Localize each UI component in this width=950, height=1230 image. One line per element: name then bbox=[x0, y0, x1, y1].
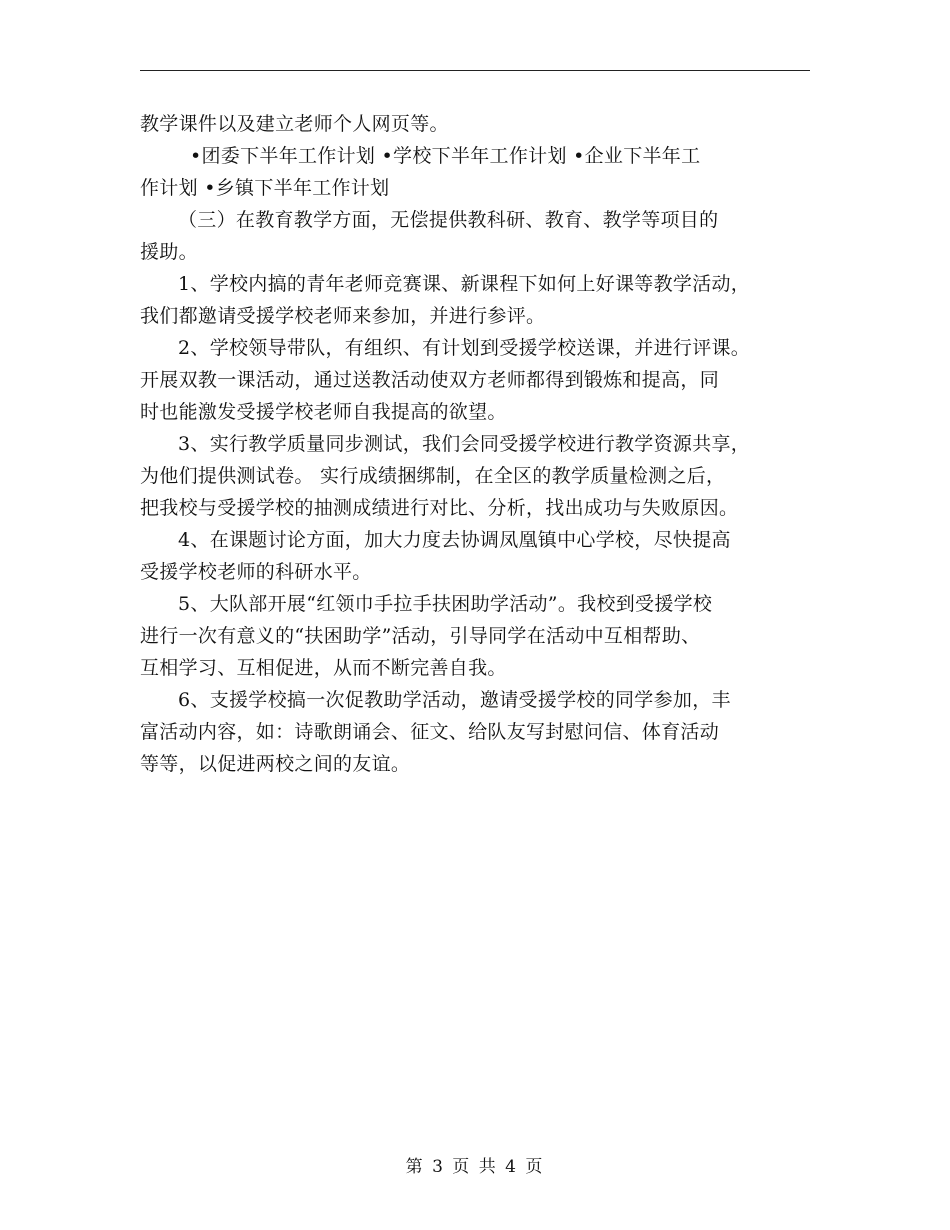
text-line: 援助。 bbox=[140, 241, 198, 263]
related-links-line: •团委下半年工作计划 •学校下半年工作计划 •企业下半年工 bbox=[190, 145, 701, 167]
section-heading: （三）在教育教学方面，无偿提供教科研、教育、教学等项目的 bbox=[178, 209, 719, 231]
related-links-line: 作计划 •乡镇下半年工作计划 bbox=[140, 177, 390, 199]
document-body bbox=[140, 108, 810, 780]
text-line: 等等，以促进两校之间的友谊。 bbox=[140, 753, 411, 775]
text-line: 我们都邀请受援学校老师来参加，并进行参评。 bbox=[140, 305, 546, 327]
text-line: 开展双教一课活动，通过送教活动使双方老师都得到锻炼和提高，同 bbox=[140, 369, 720, 391]
list-item-2: 2、学校领导带队，有组织、有计划到受援学校送课，并进行评课。 bbox=[178, 337, 751, 359]
text-line: 进行一次有意义的“扶困助学”活动，引导同学在活动中互相帮助、 bbox=[140, 625, 701, 647]
text-line: 富活动内容，如：诗歌朗诵会、征文、给队友写封慰问信、体育活动 bbox=[140, 721, 720, 743]
list-item-6: 6、支援学校搞一次促教助学活动，邀请受援学校的同学参加，丰 bbox=[178, 689, 731, 711]
header-rule bbox=[140, 70, 810, 71]
text-line: 为他们提供测试卷。 实行成绩捆绑制，在全区的教学质量检测之后， bbox=[140, 465, 726, 487]
text-line: 受援学校老师的科研水平。 bbox=[140, 561, 372, 583]
text-line: 时也能激发受援学校老师自我提高的欲望。 bbox=[140, 401, 507, 423]
text-line: 教学课件以及建立老师个人网页等。 bbox=[140, 113, 449, 135]
text-line: 互相学习、互相促进，从而不断完善自我。 bbox=[140, 657, 507, 679]
page-number: 第 3 页 共 4 页 bbox=[405, 1157, 545, 1177]
list-item-1: 1、学校内搞的青年老师竞赛课、新课程下如何上好课等教学活动， bbox=[178, 273, 751, 295]
list-item-3: 3、实行教学质量同步测试，我们会同受援学校进行教学资源共享， bbox=[178, 433, 751, 455]
list-item-4: 4、在课题讨论方面，加大力度去协调凤凰镇中心学校，尽快提高 bbox=[178, 529, 731, 551]
list-item-5: 5、大队部开展“红领巾手拉手扶困助学活动”。我校到受援学校 bbox=[178, 593, 713, 615]
text-line: 把我校与受援学校的抽测成绩进行对比、分析，找出成功与失败原因。 bbox=[140, 497, 739, 519]
